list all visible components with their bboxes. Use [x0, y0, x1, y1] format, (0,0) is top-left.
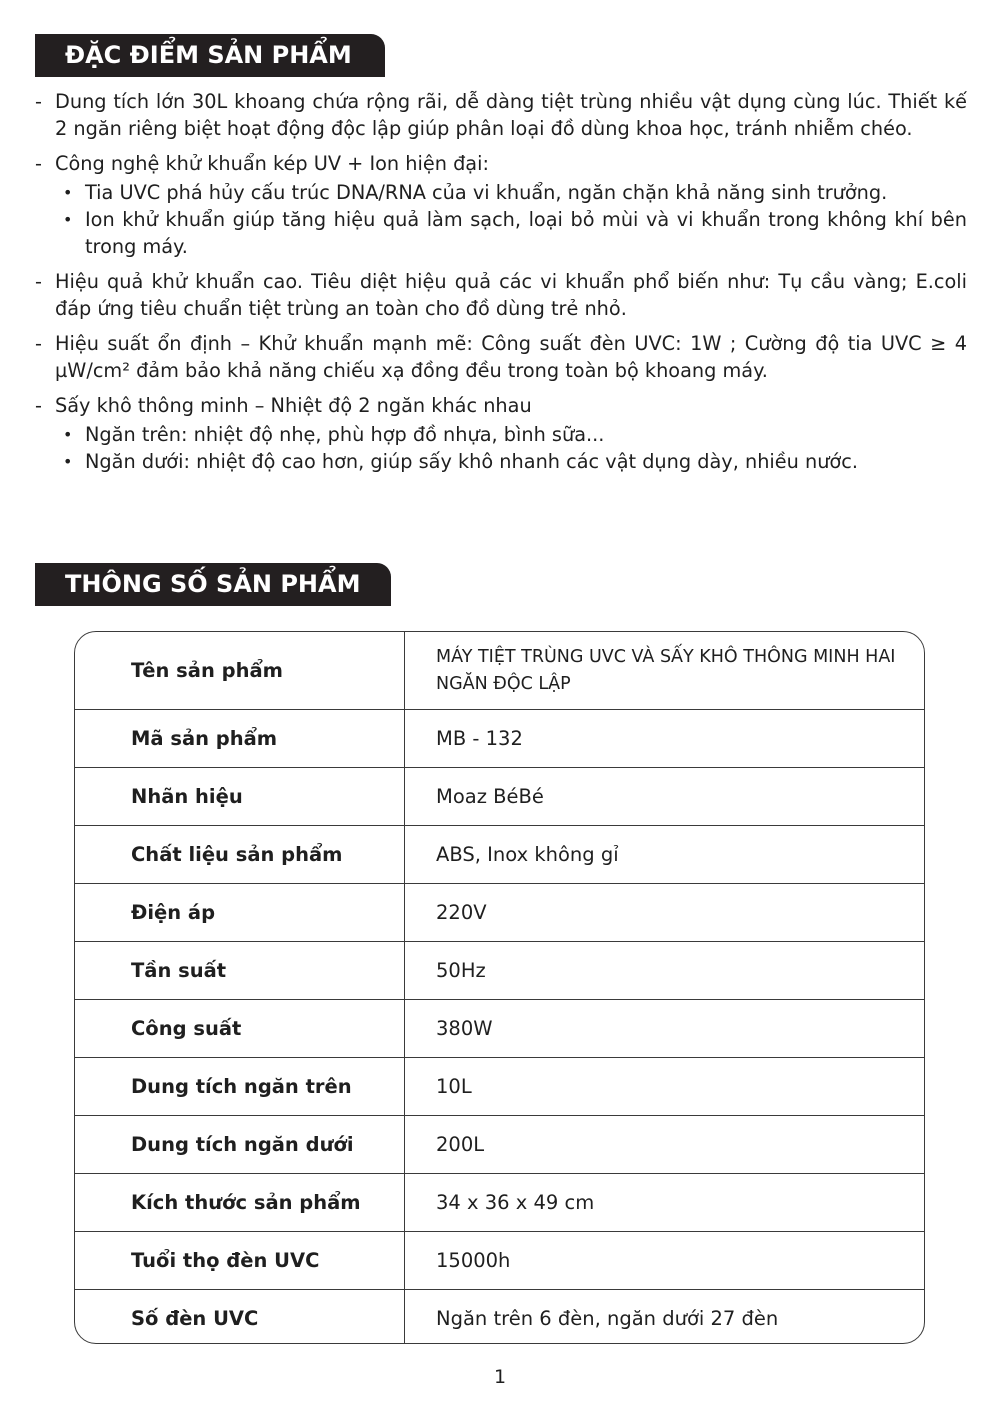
feature-item: [35, 150, 967, 260]
dot-bullet: •: [63, 183, 73, 202]
spec-value: 34 x 36 x 49 cm: [436, 1191, 595, 1214]
spec-value: 200L: [436, 1133, 485, 1156]
spec-value: MÁY TIỆT TRÙNG UVC VÀ SẤY KHÔ THÔNG MINH HAI NGĂN ĐỘC LẬP: [436, 646, 896, 694]
spec-row: [75, 941, 924, 999]
spec-row: [75, 883, 924, 941]
spec-label: Kích thước sản phẩm: [75, 1174, 405, 1231]
feature-subitem: [55, 206, 967, 260]
spec-row: [75, 1173, 924, 1231]
spec-row: [75, 999, 924, 1057]
feature-text: Hiệu suất ổn định – Khử khuẩn mạnh mẽ: Công suất đèn UVC: 1W ; Cường độ tia UVC ≥ 4 µW/cm² đảm bảo khả năng chiếu xạ đồng đều trong toàn bộ khoang máy.: [55, 332, 967, 382]
spec-label: Điện áp: [75, 884, 405, 941]
features-heading: ĐẶC ĐIỂM SẢN PHẨM: [35, 34, 385, 77]
dash-bullet: -: [35, 152, 42, 175]
spec-label: Mã sản phẩm: [75, 710, 405, 767]
spec-label: Tuổi thọ đèn UVC: [75, 1232, 405, 1289]
dash-bullet: -: [35, 90, 42, 113]
feature-text: Dung tích lớn 30L khoang chứa rộng rãi, dễ dàng tiệt trùng nhiều vật dụng cùng lúc. Thiết kế 2 ngăn riêng biệt hoạt động độc lập giúp phân loại đồ dùng khoa học, tránh nhiễm chéo.: [55, 90, 967, 140]
spec-value: Moaz BéBé: [436, 785, 544, 808]
spec-label: Tên sản phẩm: [75, 632, 405, 709]
spec-value: 15000h: [436, 1249, 511, 1272]
dash-bullet: -: [35, 270, 42, 293]
feature-sublist: [55, 421, 967, 475]
dash-bullet: -: [35, 394, 42, 417]
feature-subitem: [55, 179, 967, 206]
dot-bullet: •: [63, 210, 73, 229]
spec-row: [75, 1289, 924, 1344]
spec-label: Dung tích ngăn dưới: [75, 1116, 405, 1173]
spec-label: Tần suất: [75, 942, 405, 999]
feature-subitem-text: Ngăn trên: nhiệt độ nhẹ, phù hợp đồ nhựa, bình sữa...: [85, 423, 605, 446]
spec-row: [75, 825, 924, 883]
spec-label: Công suất: [75, 1000, 405, 1057]
dot-bullet: •: [63, 425, 73, 444]
spec-value: ABS, Inox không gỉ: [436, 843, 619, 866]
specs-heading: THÔNG SỐ SẢN PHẨM: [35, 563, 391, 606]
feature-subitem: [55, 421, 967, 448]
spec-label: Nhãn hiệu: [75, 768, 405, 825]
dash-bullet: -: [35, 332, 42, 355]
specs-table: [74, 631, 925, 1344]
feature-text: Công nghệ khử khuẩn kép UV + Ion hiện đại:: [55, 152, 489, 175]
features-list: [35, 88, 967, 483]
spec-value: 10L: [436, 1075, 472, 1098]
spec-row: [75, 1231, 924, 1289]
spec-value: 220V: [436, 901, 487, 924]
spec-value: 380W: [436, 1017, 493, 1040]
feature-subitem-text: Tia UVC phá hủy cấu trúc DNA/RNA của vi khuẩn, ngăn chặn khả năng sinh trưởng.: [85, 181, 888, 204]
spec-label: Dung tích ngăn trên: [75, 1058, 405, 1115]
feature-text: Hiệu quả khử khuẩn cao. Tiêu diệt hiệu quả các vi khuẩn phổ biến như: Tụ cầu vàng; E.coli đáp ứng tiêu chuẩn tiệt trùng an toàn cho đồ dùng trẻ nhỏ.: [55, 270, 967, 320]
spec-value: MB - 132: [436, 727, 523, 750]
spec-value: 50Hz: [436, 959, 486, 982]
feature-subitem-text: Ion khử khuẩn giúp tăng hiệu quả làm sạch, loại bỏ mùi và vi khuẩn trong không khí bên trong máy.: [85, 208, 967, 258]
feature-item: [35, 88, 967, 142]
spec-label: Chất liệu sản phẩm: [75, 826, 405, 883]
feature-subitem-text: Ngăn dưới: nhiệt độ cao hơn, giúp sấy khô nhanh các vật dụng dày, nhiều nước.: [85, 450, 858, 473]
dot-bullet: •: [63, 452, 73, 471]
feature-sublist: [55, 179, 967, 260]
feature-item: [35, 268, 967, 322]
spec-row: [75, 632, 924, 709]
feature-text: Sấy khô thông minh – Nhiệt độ 2 ngăn khác nhau: [55, 394, 532, 417]
feature-item: [35, 330, 967, 384]
feature-item: [35, 392, 967, 475]
spec-row: [75, 1057, 924, 1115]
spec-row: [75, 1115, 924, 1173]
spec-row: [75, 767, 924, 825]
feature-subitem: [55, 448, 967, 475]
spec-row: [75, 709, 924, 767]
spec-label: Số đèn UVC: [75, 1290, 405, 1344]
page-number: 1: [493, 1366, 507, 1388]
spec-value: Ngăn trên 6 đèn, ngăn dưới 27 đèn: [436, 1307, 779, 1330]
